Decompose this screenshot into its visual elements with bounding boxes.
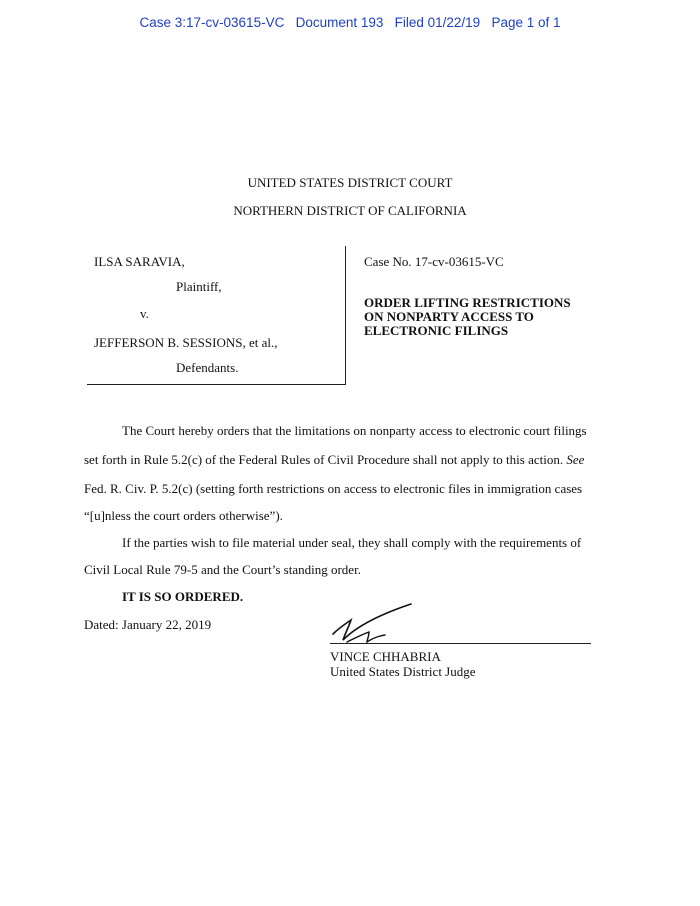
paragraph-1-line-4: “[u]nless the court orders otherwise”). (84, 508, 283, 523)
paragraph-2-line-1: If the parties wish to file material under seal, they shall comply with the requirements of (122, 535, 582, 550)
so-ordered: IT IS SO ORDERED. (122, 589, 244, 604)
order-title (364, 296, 604, 338)
court-district: NORTHERN DISTRICT OF CALIFORNIA (233, 203, 467, 218)
order-title-line: ORDER LIFTING RESTRICTIONS (364, 295, 571, 310)
paragraph-2-line-2: Civil Local Rule 79-5 and the Court’s standing order. (84, 562, 361, 577)
versus-label: v. (140, 306, 149, 321)
court-name: UNITED STATES DISTRICT COURT (247, 175, 453, 190)
order-title-line: ELECTRONIC FILINGS (364, 323, 509, 338)
caption-horizontal-rule (87, 384, 346, 385)
plaintiff-name: ILSA SARAVIA, (94, 254, 185, 269)
paragraph-1-line-2 (84, 452, 584, 468)
caption-vertical-rule (345, 246, 346, 385)
signature-line (330, 643, 591, 644)
see-signal: See (566, 452, 585, 467)
paragraph-1-line-3: Fed. R. Civ. P. 5.2(c) (setting forth restrictions on access to electronic files in immigration cases (84, 481, 583, 496)
order-title-line: ON NONPARTY ACCESS TO (364, 309, 534, 324)
plaintiff-role: Plaintiff, (176, 279, 222, 294)
defendant-name: JEFFERSON B. SESSIONS, et al., (94, 335, 278, 350)
paragraph-1-line-2-text: set forth in Rule 5.2(c) of the Federal Rules of Civil Procedure shall not apply to this action. (84, 452, 564, 467)
judge-title: United States District Judge (330, 664, 476, 679)
judge-signature-image (325, 598, 425, 648)
paragraph-1-line-1: The Court hereby orders that the limitations on nonparty access to electronic court filings (122, 423, 587, 438)
dated-line: Dated: January 22, 2019 (84, 617, 212, 632)
defendant-role: Defendants. (176, 360, 239, 375)
filing-header-stamp: Case 3:17-cv-03615-VC Document 193 Filed 01/22/19 Page 1 of 1 (139, 15, 561, 30)
case-number: Case No. 17-cv-03615-VC (364, 254, 504, 269)
judge-name: VINCE CHHABRIA (330, 649, 441, 664)
